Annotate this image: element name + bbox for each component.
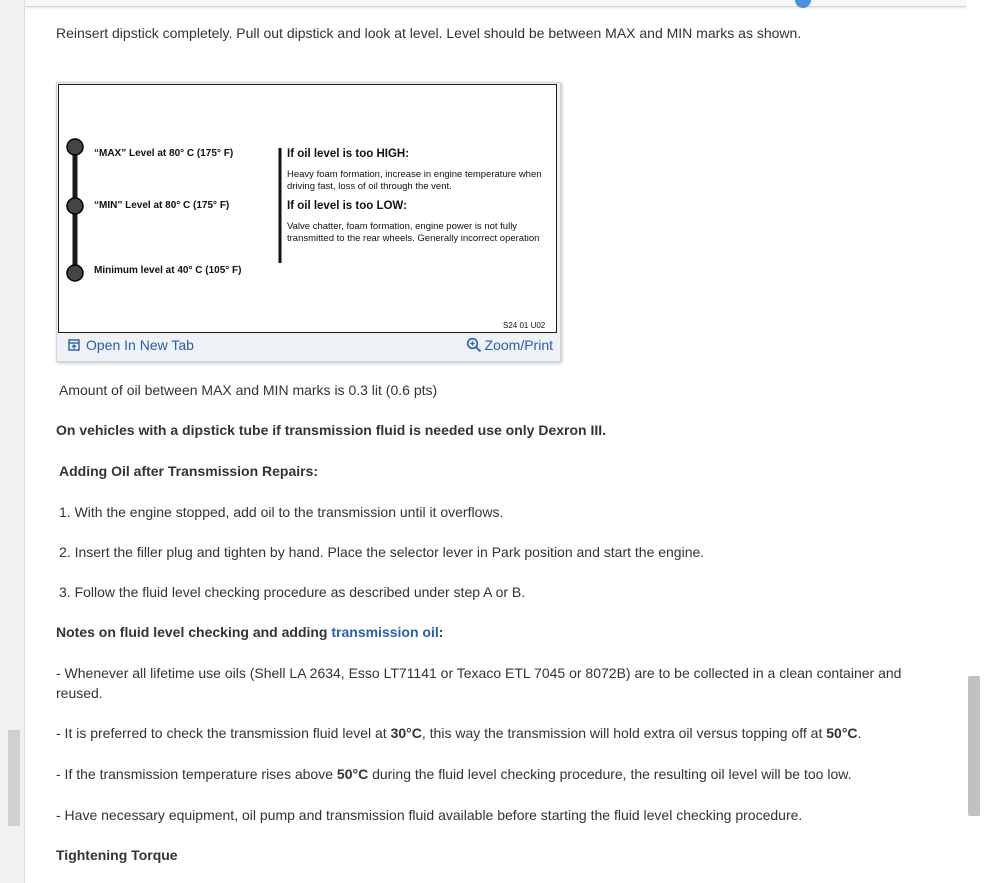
notes-heading-prefix: Notes on fluid level checking and adding	[56, 624, 332, 640]
minimum-level-label: Minimum level at 40° C (105° F)	[94, 265, 242, 276]
note-2-part-a: - It is preferred to check the transmission fluid level at	[56, 725, 391, 741]
step-3: 3. Follow the fluid level checking procedure as described under step A or B.	[59, 584, 526, 600]
max-level-label: “MAX” Level at 80° C (175° F)	[94, 148, 234, 159]
dipstick-figure	[56, 82, 561, 362]
note-2-part-c: , this way the transmission will hold extra oil versus topping off at	[421, 725, 827, 741]
note-2	[56, 723, 926, 743]
note-2-temp-30: 30°C	[390, 725, 422, 741]
tightening-torque-heading: Tightening Torque	[56, 847, 178, 863]
note-3-temp-50: 50°C	[336, 766, 369, 782]
open-in-new-tab-label: Open In New Tab	[86, 337, 194, 353]
zoom-print-label: Zoom/Print	[484, 337, 553, 353]
top-toolbar-edge	[25, 0, 967, 7]
notes-heading-suffix: :	[438, 624, 444, 640]
note-3-part-c: during the fluid level checking procedure, the resulting oil level will be too low.	[368, 766, 852, 782]
max-mark-icon	[67, 139, 83, 155]
step-1: 1. With the engine stopped, add oil to the transmission until it overflows.	[59, 504, 504, 520]
high-text: Heavy foam formation, increase in engine temperature when driving fast, loss of oil through the vent.	[287, 169, 542, 192]
low-text: Valve chatter, foam formation, engine power is not fully transmitted to the rear wheels. Generally incorrect operation	[287, 221, 540, 244]
left-edge-strip	[8, 730, 20, 826]
open-in-new-tab-link[interactable]	[68, 337, 194, 353]
open-new-tab-icon	[68, 339, 80, 351]
min-mark-icon	[67, 198, 83, 214]
note-1: - Whenever all lifetime use oils (Shell LA 2634, Esso LT71141 or Texaco ETL 7045 or 8072B) are to be collected in a clean container and reused.	[56, 665, 902, 701]
note-2-temp-50: 50°C	[826, 725, 858, 741]
figure-action-bar	[58, 334, 559, 358]
note-4: - Have necessary equipment, oil pump and transmission fluid available before starting the fluid level checking procedure.	[56, 807, 803, 823]
figure-id: S24 01 U02	[503, 321, 546, 330]
step-2: 2. Insert the filler plug and tighten by hand. Place the selector lever in Park position and start the engine.	[59, 544, 705, 560]
minimum-mark-icon	[67, 265, 83, 281]
scrollbar-thumb[interactable]	[968, 676, 980, 816]
amount-paragraph: Amount of oil between MAX and MIN marks is 0.3 lit (0.6 pts)	[59, 382, 438, 398]
note-3	[56, 764, 926, 784]
note-3-part-a: - If the transmission temperature rises above	[56, 766, 337, 782]
min-level-label: “MIN” Level at 80° C (175° F)	[94, 200, 230, 211]
zoom-icon	[466, 337, 482, 353]
adding-oil-heading: Adding Oil after Transmission Repairs:	[59, 463, 319, 479]
dipstick-diagram[interactable]	[58, 84, 557, 333]
dexron-note: On vehicles with a dipstick tube if transmission fluid is needed use only Dexron III.	[56, 422, 607, 438]
low-heading: If oil level is too LOW:	[287, 200, 407, 212]
notes-heading	[56, 622, 926, 642]
intro-paragraph: Reinsert dipstick completely. Pull out dipstick and look at level. Level should be between MAX and MIN marks as shown.	[56, 25, 802, 41]
transmission-oil-link[interactable]: transmission oil	[331, 624, 439, 640]
note-2-part-e: .	[857, 725, 862, 741]
high-heading: If oil level is too HIGH:	[287, 148, 410, 160]
zoom-print-link[interactable]	[466, 337, 553, 353]
document-page	[24, 0, 968, 883]
